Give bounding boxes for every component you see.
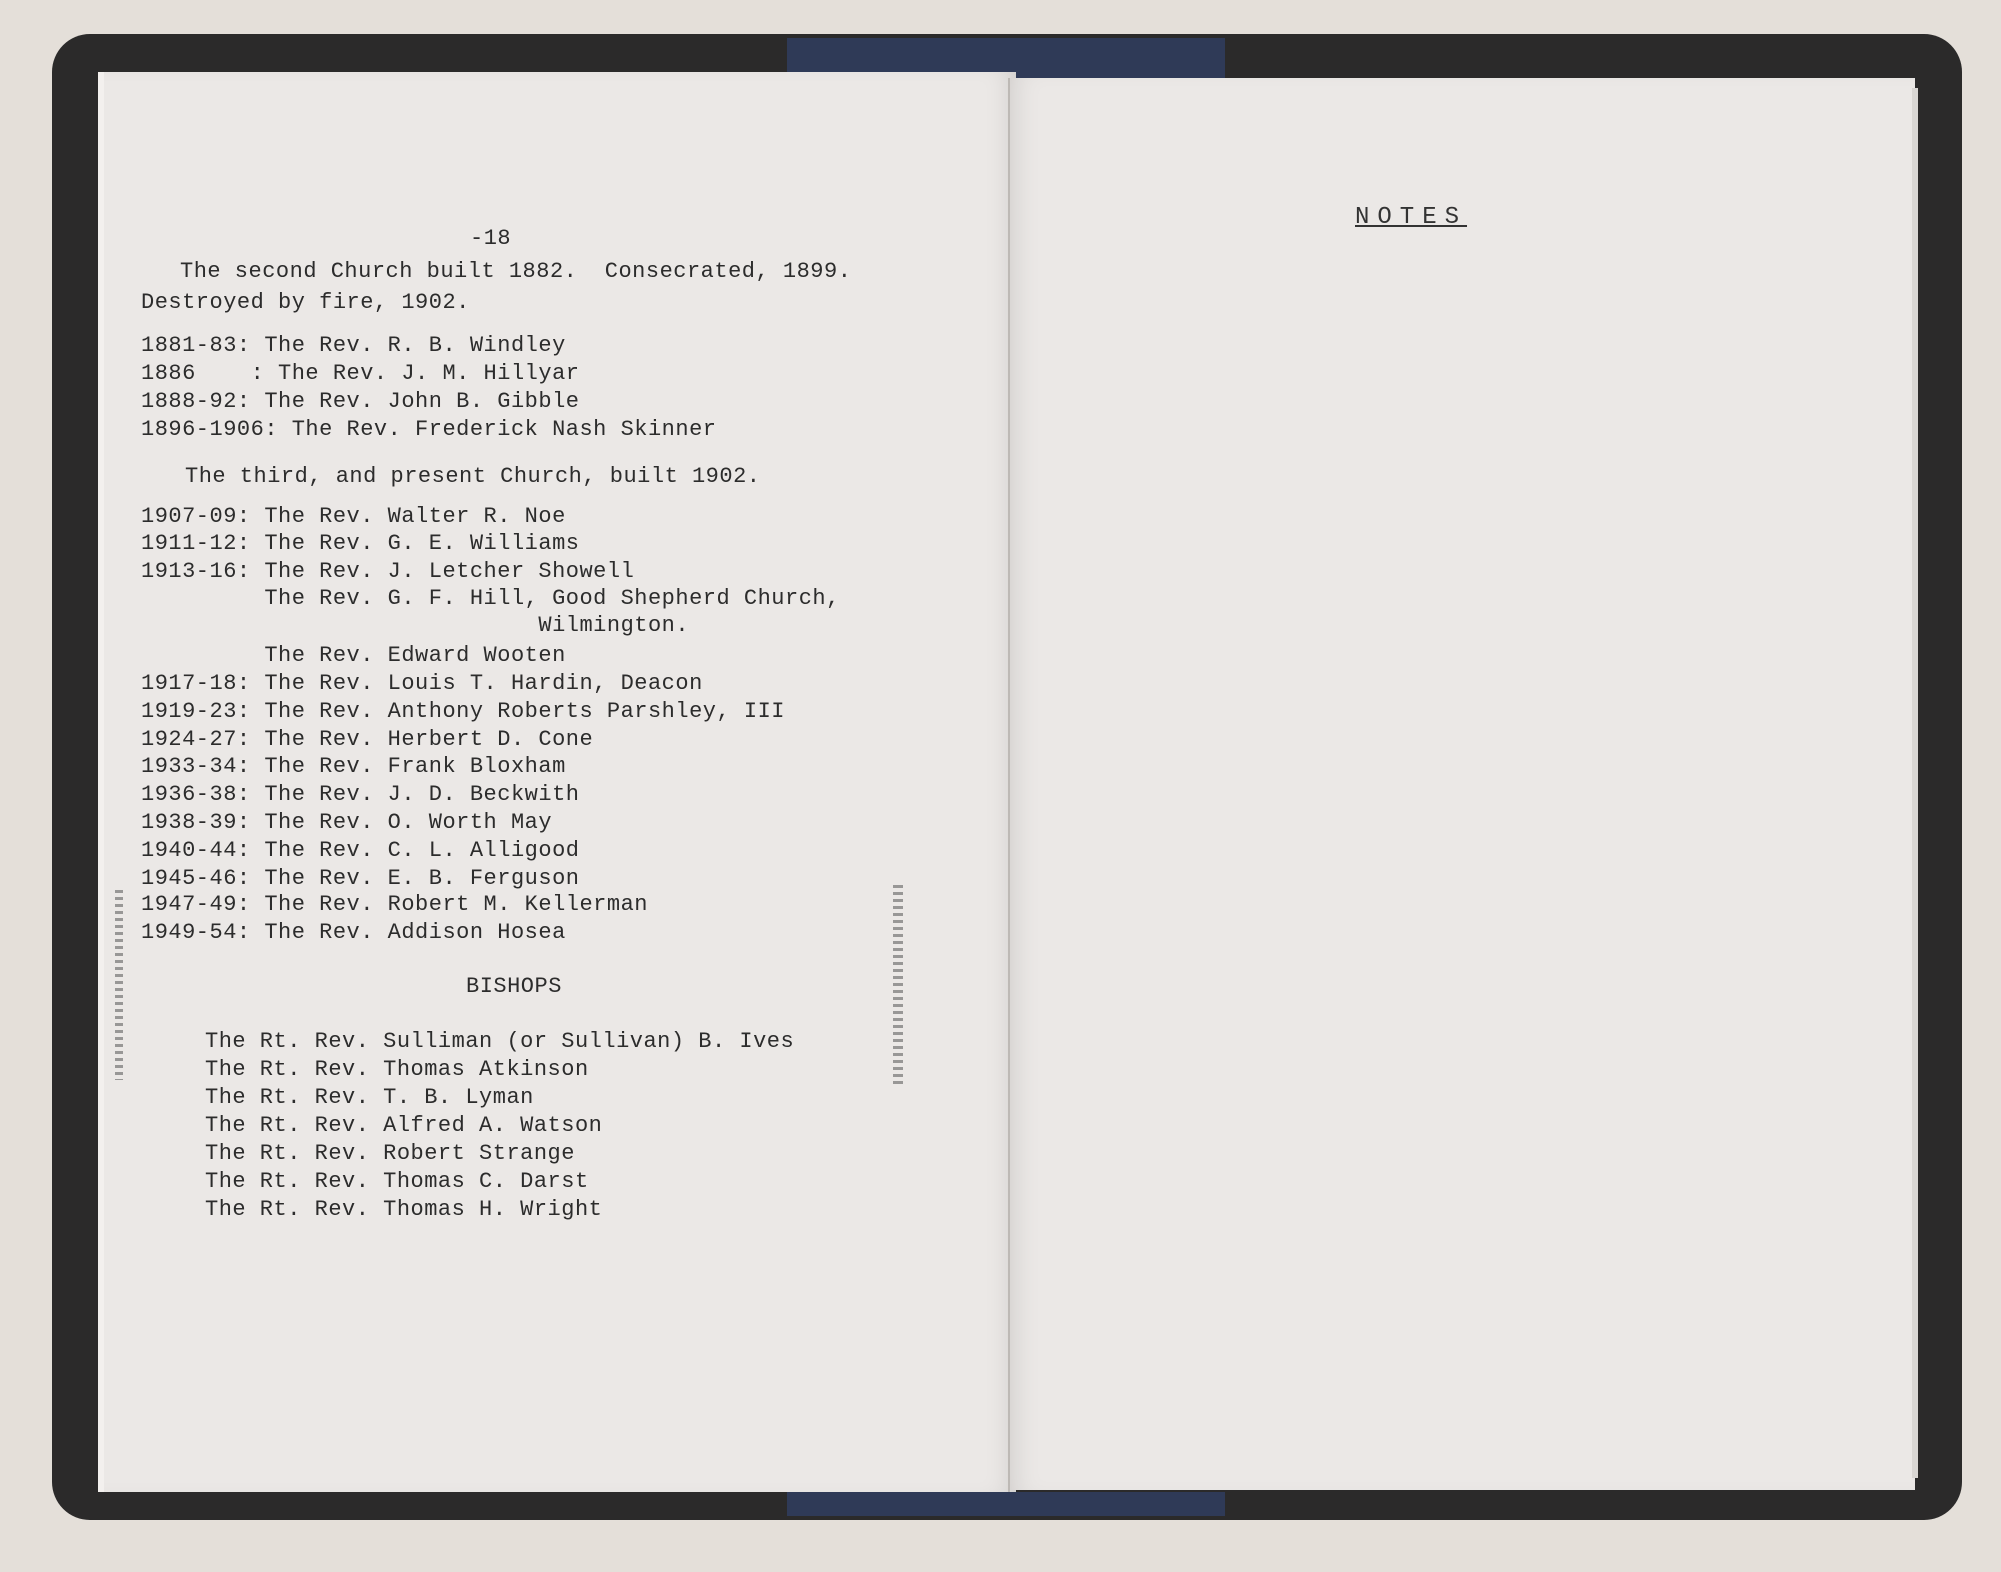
rector-entry: 1924-27: The Rev. Herbert D. Cone: [141, 727, 594, 752]
bishop-entry: The Rt. Rev. Thomas C. Darst: [205, 1169, 589, 1194]
rector-entry: 1949-54: The Rev. Addison Hosea: [141, 920, 566, 945]
bishop-entry: The Rt. Rev. Sulliman (or Sullivan) B. Ives: [205, 1029, 795, 1054]
rector-entry: 1936-38: The Rev. J. D. Beckwith: [141, 782, 580, 807]
rector-entry: 1888-92: The Rev. John B. Gibble: [141, 389, 580, 414]
rector-entry: 1913-16: The Rev. J. Letcher Showell: [141, 559, 635, 584]
rector-entry: The Rev. G. F. Hill, Good Shepherd Church,: [141, 586, 840, 611]
notes-heading: NOTES: [1355, 204, 1468, 231]
bishop-entry: The Rt. Rev. Thomas Atkinson: [205, 1057, 589, 1082]
rector-entry: 1945-46: The Rev. E. B. Ferguson: [141, 866, 580, 891]
bishop-entry: The Rt. Rev. T. B. Lyman: [205, 1085, 534, 1110]
bishop-entry: The Rt. Rev. Thomas H. Wright: [205, 1197, 603, 1222]
page-number: -18: [470, 226, 512, 251]
rector-entry: 1940-44: The Rev. C. L. Alligood: [141, 838, 580, 863]
rector-entry: 1881-83: The Rev. R. B. Windley: [141, 333, 566, 358]
bishop-entry: The Rt. Rev. Alfred A. Watson: [205, 1113, 603, 1138]
intro-line: The second Church built 1882. Consecrated, 1899.: [180, 259, 852, 284]
rector-entry: 1907-09: The Rev. Walter R. Noe: [141, 504, 566, 529]
rector-entry: 1919-23: The Rev. Anthony Roberts Parshley, III: [141, 699, 786, 724]
book-gutter: [1008, 78, 1010, 1492]
rector-entry: The Rev. Edward Wooten: [141, 643, 566, 668]
rector-entry: 1933-34: The Rev. Frank Bloxham: [141, 754, 566, 779]
ink-smudge: [893, 885, 903, 1085]
bishop-entry: The Rt. Rev. Robert Strange: [205, 1141, 575, 1166]
right-page: [1010, 78, 1915, 1490]
third-church-heading: The third, and present Church, built 1902.: [185, 464, 761, 489]
rector-entry: 1886 : The Rev. J. M. Hillyar: [141, 361, 580, 386]
rector-entry: Wilmington.: [141, 613, 690, 638]
intro-line: Destroyed by fire, 1902.: [141, 290, 470, 315]
ink-smudge: [115, 890, 123, 1080]
rector-entry: 1896-1906: The Rev. Frederick Nash Skinner: [141, 417, 717, 442]
rector-entry: 1938-39: The Rev. O. Worth May: [141, 810, 553, 835]
spine-cloth-bottom: [787, 1492, 1225, 1516]
bishops-heading: BISHOPS: [466, 974, 562, 999]
right-page-edge: [1912, 88, 1918, 1478]
rector-entry: 1911-12: The Rev. G. E. Williams: [141, 531, 580, 556]
rector-entry: 1947-49: The Rev. Robert M. Kellerman: [141, 892, 648, 917]
rector-entry: 1917-18: The Rev. Louis T. Hardin, Deacon: [141, 671, 703, 696]
